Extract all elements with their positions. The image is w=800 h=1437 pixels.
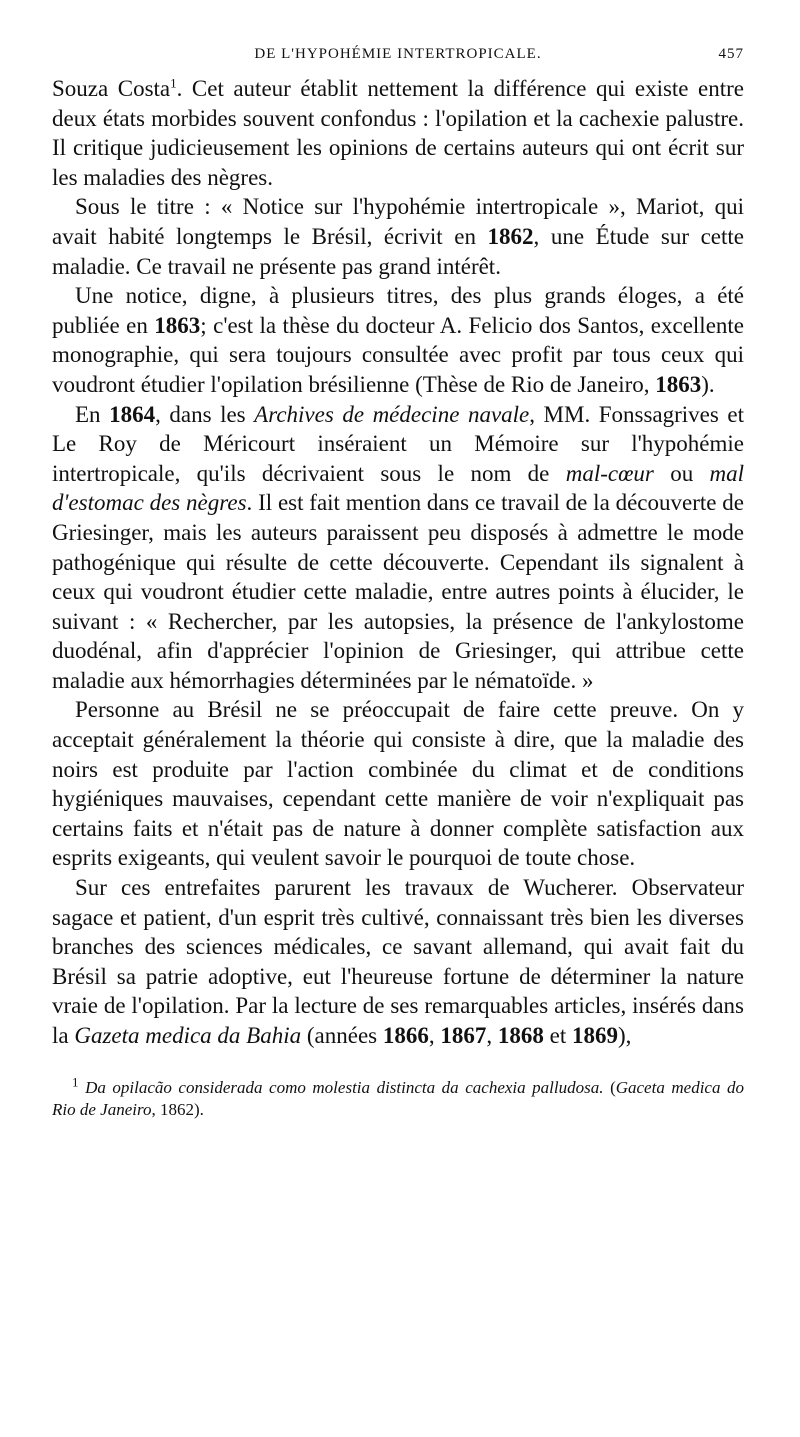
text-run: , dans les: [155, 401, 255, 427]
text-run: ),: [617, 1023, 632, 1048]
year: 1867: [440, 1023, 487, 1048]
text-run: Une notice, digne, à plusieurs titres, des plus grands éloges, a été publiée en: [52, 283, 744, 338]
italic-term: mal d'estomac des nègres: [52, 460, 745, 516]
paragraph-felicio-dos-santos: [52, 281, 744, 399]
text-run: En: [75, 401, 110, 427]
italic-title: Gazeta medica da Bahia: [74, 1023, 302, 1048]
text-run: Sur ces entrefaites parurent les travaux de Wucherer. Observateur sagace et patient, d'un esprit très cultivé, connaissant très bien les diverses branches des sciences médicales, ce savant allemand, qui avait fait du Brésil sa patrie adoptive, eut l'heureuse fortune de déterminer la nature vraie de l'opilation. Par la lecture de ses remarquables articles, insérés dans la: [52, 875, 744, 1048]
year: 1869: [571, 1023, 618, 1048]
text-run: , MM. Fonssagrives et Le Roy de Méricourt inséraient un Mémoire sur l'hypohémie intertropicale, qu'ils décrivaient sous le nom de: [52, 401, 744, 486]
year: 1866: [382, 1023, 429, 1048]
text-run: (années: [301, 1023, 383, 1048]
text-run: , une Étude sur cette maladie. Ce travail ne présente pas grand intérêt.: [52, 223, 744, 279]
text-run: . Cet auteur établit nettement la différence qui existe entre deux états morbides souvent confondus : l'opilation et la cachexie palustre. Il critique judicieusement les opinions de certains auteurs qui ont écrit sur les maladies des nègres.: [52, 76, 744, 190]
text-run: et: [543, 1023, 572, 1048]
paragraph-mariot: [52, 192, 744, 281]
footnote-journal: Gaceta medica do Rio de Janeiro: [52, 1077, 745, 1119]
text-run: Sous le titre : « Notice sur l'hypohémie intertropicale », Mariot, qui avait habité longtemps le Brésil, écrivit en: [52, 194, 744, 249]
paragraph-souza-costa: [52, 74, 744, 192]
footnote-reference: 1: [170, 75, 177, 91]
running-title: DE L'HYPOHÉMIE INTERTROPICALE.: [254, 46, 542, 62]
page-header: [52, 40, 744, 74]
text-run: , 1862).: [151, 1099, 204, 1119]
footnote: [52, 1073, 745, 1121]
year: 1863: [655, 371, 702, 397]
year: 1864: [109, 401, 156, 427]
text-run: ; c'est la thèse du docteur A. Felicio dos Santos, excellente monographie, qui sera toujours consultée avec profit par tous ceux qui voudront étudier l'opilation brésilienne (Thèse de Rio de Janeiro,: [52, 312, 744, 397]
text-run: Personne au Brésil ne se préoccupait de faire cette preuve. On y acceptait généralement la théorie qui consiste à dire, que la maladie des noirs est produite par l'action combinée du climat et de conditions hygiéniques mauvaises, cependant cette manière de voir n'expliquait pas certains faits et n'était pas de nature à donner complète satisfaction aux esprits exigeants, qui veulent savoir le pourquoi de toute chose.: [52, 697, 744, 871]
footnote-title: Da opilacão considerada como molestia distincta da cachexia palludosa.: [85, 1077, 604, 1097]
paragraph-archives-medecine-navale: [52, 400, 744, 696]
text-run: ).: [701, 371, 715, 397]
year: 1862: [487, 223, 534, 249]
italic-term: mal-cœur: [565, 460, 654, 486]
text-run: ,: [486, 1023, 498, 1048]
text-run: . Il est fait mention dans ce travail de la découverte de Griesinger, mais les auteurs paraissent peu disposés à admettre le mode pathogénique qui résulte de cette découverte. Cependant ils signalent à ceux qui voudront étudier cette maladie, entre autres points à élucider, le suivant : « Rechercher, par les autopsies, la présence de l'ankylostome duodénal, afin d'apprécier l'opinion de Griesinger, qui attribue cette maladie aux hémorrhagies déterminées par le nématoïde. »: [52, 490, 744, 693]
text-run: (: [610, 1077, 616, 1097]
year: 1863: [154, 312, 201, 338]
paragraph-personne-au-bresil: [52, 695, 744, 873]
year: 1868: [497, 1023, 544, 1048]
footnote-marker: 1: [72, 1073, 79, 1089]
text-run: ou: [653, 460, 710, 486]
page-number: 457: [718, 46, 744, 62]
book-page: [52, 40, 744, 1121]
text-run: ,: [428, 1023, 441, 1048]
paragraph-wucherer: [52, 873, 744, 1051]
italic-title: Archives de médecine navale: [254, 401, 530, 427]
text-run: Souza Costa: [52, 76, 171, 101]
